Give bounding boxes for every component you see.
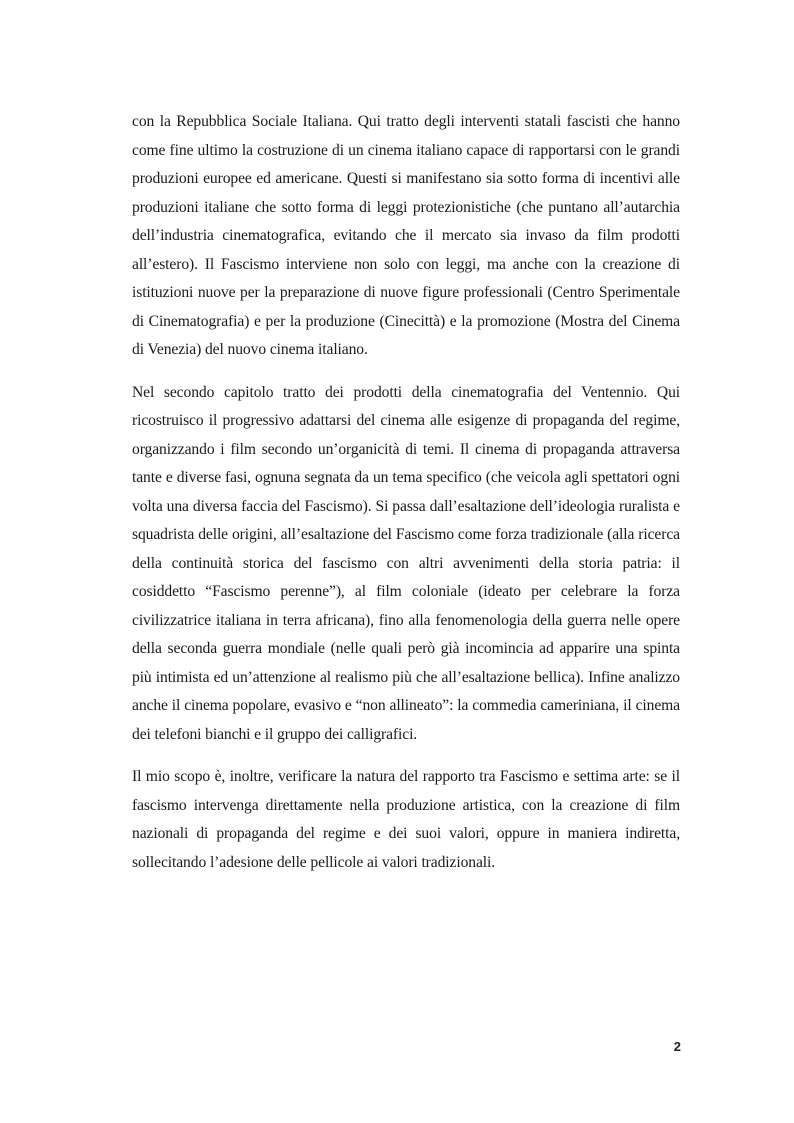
paragraph-2: Nel secondo capitolo tratto dei prodotti della cinematografia del Ventennio. Qui ricostruisco il progressivo adattarsi del cinema alle esigenze di propaganda del regime, organizzando i film secondo un’organicità di temi. Il cinema di propaganda attraversa tante e diverse fasi, ognuna segnata da un tema specifico (che veicola agli spettatori ogni volta una diversa faccia del Fascismo). Si passa dall’esaltazione dell’ideologia ruralista e squadrista delle origini, all’esaltazione del Fascismo come forza tradizionale (alla ricerca della continuità storica del fascismo con altri avvenimenti della storia patria: il cosiddetto “Fascismo perenne”), al film coloniale (ideato per celebrare la forza civilizzatrice italiana in terra africana), fino alla fenomenologia della guerra nelle opere della seconda guerra mondiale (nelle quali però già incomincia ad apparire una spinta più intimista ed un’attenzione al realismo più che all’esaltazione bellica). Infine analizzo anche il cinema popolare, evasivo e “non allineato”: la commedia cameriniana, il cinema dei telefoni bianchi e il gruppo dei calligrafici. [132, 383, 680, 743]
paragraph-1: con la Repubblica Sociale Italiana. Qui tratto degli interventi statali fascisti che hanno come fine ultimo la costruzione di un cinema italiano capace di rapportarsi con le grandi produzioni europee ed americane. Questi si manifestano sia sotto forma di incentivi alle produzioni italiane che sotto forma di leggi protezionistiche (che puntano all’autarchia dell’industria cinematografica, evitando che il mercato sia invaso da film prodotti all’estero). Il Fascismo interviene non solo con leggi, ma anche con la creazione di istituzioni nuove per la preparazione di nuove figure professionali (Centro Sperimentale di Cinematografia) e per la produzione (Cinecittà) e la promozione (Mostra del Cinema di Venezia) del nuovo cinema italiano. [132, 113, 680, 358]
paragraph-3: Il mio scopo è, inoltre, verificare la natura del rapporto tra Fascismo e settima arte: se il fascismo intervenga direttamente nella produzione artistica, con la creazione di film nazionali di propaganda del regime e dei suoi valori, oppure in maniera indiretta, sollecitando l’adesione delle pellicole ai valori tradizionali. [132, 768, 680, 871]
document-body [132, 108, 680, 877]
page-number: 2 [673, 1039, 681, 1054]
